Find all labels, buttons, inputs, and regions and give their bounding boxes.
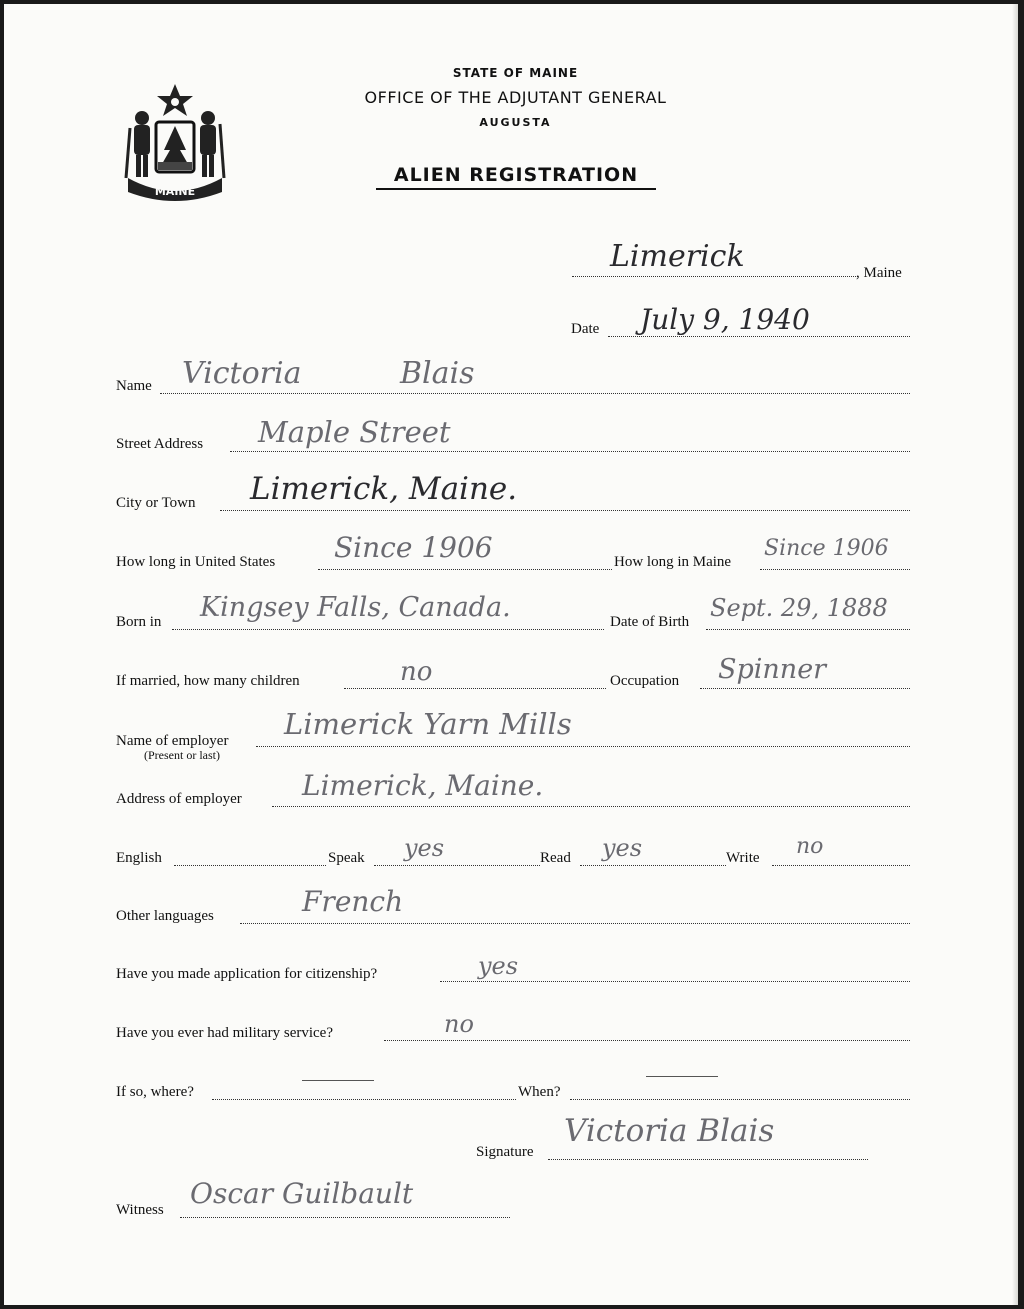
other-languages-line (240, 923, 910, 924)
citizenship-label: Have you made application for citizenship? (116, 966, 378, 982)
read-label: Read (540, 850, 571, 866)
date-of-birth-entry: Sept. 29, 1888 (710, 594, 888, 622)
how-long-us-label: How long in United States (116, 554, 276, 570)
street-address-label: Street Address (116, 436, 204, 452)
town-entry: Limerick (610, 239, 745, 274)
military-label: Have you ever had military service? (116, 1025, 333, 1041)
date-line (608, 336, 910, 337)
employer-address-label: Address of employer (116, 791, 242, 807)
write-entry: no (796, 834, 824, 859)
occupation-line (700, 688, 910, 689)
employer-name-label: Name of employer (116, 733, 229, 749)
employer-name-line (256, 746, 910, 747)
write-label: Write (726, 850, 760, 866)
read-line (580, 865, 726, 866)
speak-entry: yes (404, 834, 445, 862)
occupation-label: Occupation (610, 673, 680, 689)
name-label: Name (116, 378, 152, 394)
signature-label: Signature (476, 1144, 534, 1160)
city-line (220, 510, 910, 511)
name-last-entry: Blais (400, 356, 475, 391)
name-first-entry: Victoria (182, 356, 302, 391)
date-entry: July 9, 1940 (640, 303, 810, 336)
page-edge-shadow (1012, 4, 1018, 1305)
military-line (384, 1040, 910, 1041)
when-label: When? (518, 1084, 561, 1100)
how-long-us-line (318, 569, 612, 570)
employer-address-entry: Limerick, Maine. (302, 769, 544, 802)
where-line (212, 1099, 516, 1100)
street-address-entry: Maple Street (258, 415, 451, 449)
state-heading: STATE OF MAINE (452, 66, 579, 80)
signature-entry: Victoria Blais (564, 1113, 775, 1149)
speak-label: Speak (328, 850, 365, 866)
speak-line (374, 865, 540, 866)
svg-text:MAINE: MAINE (154, 185, 196, 198)
how-long-maine-line (760, 569, 910, 570)
where-dash (302, 1080, 374, 1081)
when-dash (646, 1076, 718, 1077)
write-line (772, 865, 910, 866)
when-line (570, 1099, 910, 1100)
town-line (572, 276, 858, 277)
city-label: City or Town (116, 495, 196, 511)
if-so-where-label: If so, where? (116, 1084, 194, 1100)
form-title: ALIEN REGISTRATION (376, 164, 656, 190)
children-line (344, 688, 606, 689)
occupation-entry: Spinner (718, 654, 827, 685)
employer-name-entry: Limerick Yarn Mills (284, 707, 572, 741)
date-of-birth-line (706, 629, 910, 630)
read-entry: yes (602, 834, 643, 862)
military-entry: no (444, 1010, 474, 1038)
witness-line (180, 1217, 510, 1218)
born-in-entry: Kingsey Falls, Canada. (200, 592, 511, 623)
other-languages-label: Other languages (116, 908, 214, 924)
employer-note: (Present or last) (144, 748, 220, 762)
city-entry: Limerick, Maine. (250, 471, 518, 507)
date-of-birth-label: Date of Birth (610, 614, 690, 630)
married-children-label: If married, how many children (116, 673, 300, 689)
born-in-line (172, 629, 604, 630)
how-long-maine-label: How long in Maine (614, 554, 732, 570)
date-label: Date (571, 321, 600, 337)
signature-line (548, 1159, 868, 1160)
children-entry: no (400, 657, 433, 687)
registration-form (4, 4, 1018, 1305)
employer-address-line (272, 806, 910, 807)
how-long-us-entry: Since 1906 (334, 531, 493, 564)
citizenship-line (440, 981, 910, 982)
city-heading: AUGUSTA (479, 116, 552, 129)
office-heading: OFFICE OF THE ADJUTANT GENERAL (364, 88, 667, 107)
witness-label: Witness (116, 1202, 164, 1218)
other-languages-entry: French (302, 885, 404, 918)
name-line (160, 393, 910, 394)
english-line (174, 865, 326, 866)
citizenship-entry: yes (478, 952, 519, 980)
street-address-line (230, 451, 910, 452)
english-label: English (116, 850, 162, 866)
maine-label: , Maine (856, 265, 902, 281)
born-in-label: Born in (116, 614, 162, 630)
witness-entry: Oscar Guilbault (190, 1177, 414, 1210)
how-long-maine-entry: Since 1906 (764, 536, 889, 561)
